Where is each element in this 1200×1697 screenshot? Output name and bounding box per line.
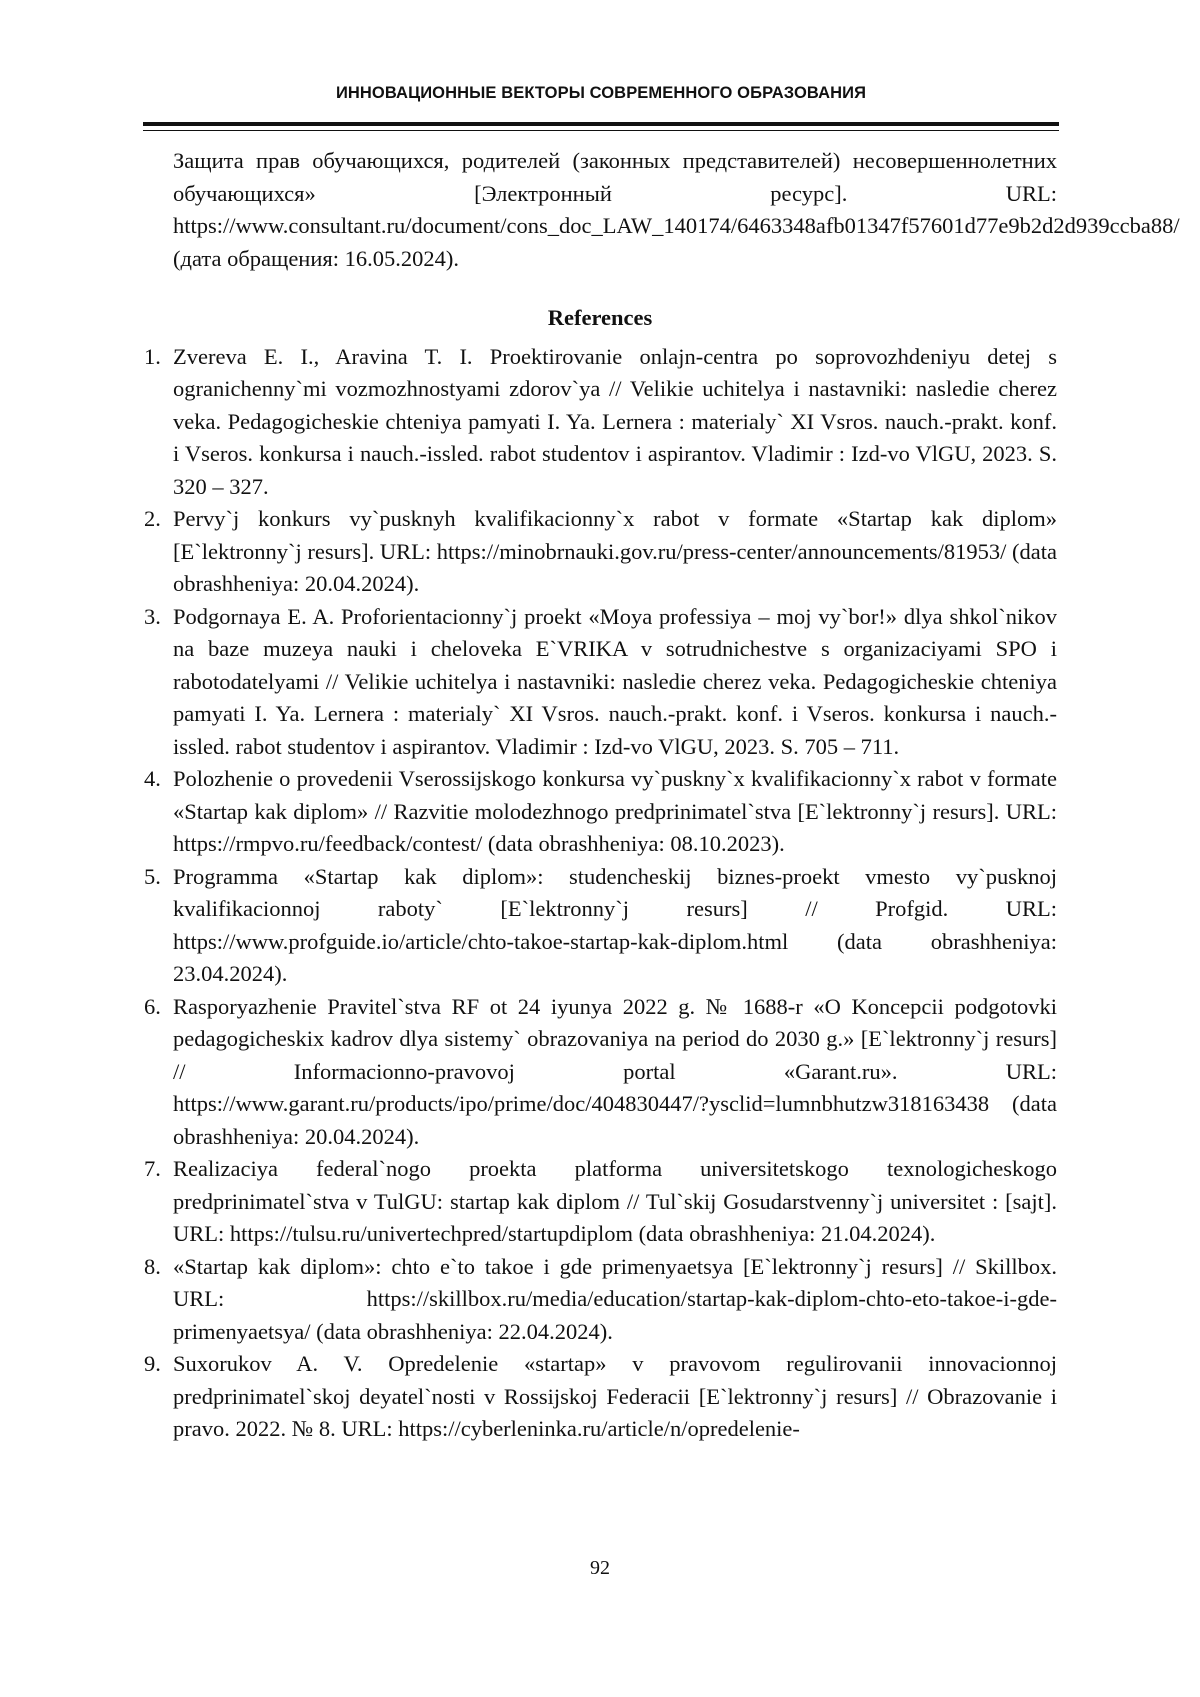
- reference-text: Podgornaya E. A. Proforientacionny`j proekt «Moya professiya – moj vy`bor!» dlya shkol`nikov na baze muzeya nauki i cheloveka E`VRIKA v sotrudnichestve s organizaciyami SPO i rabotodatelyami // Velikie uchitelya i nastavniki: nasledie cherez veka. Pedagogicheskie chteniya pamyati I. Ya. Lernera : materialy` XI Vsros. nauch.-prakt. konf. i Vseros. konkursa i nauch.-issled. rabot studentov i aspirantov. Vladimir : Izd-vo VlGU, 2023. S. 705 – 711.: [173, 604, 1057, 759]
- reference-text: Suxorukov A. V. Opredelenie «startap» v pravovom regulirovanii innovacionnoj predprinimatel`skoj deyatel`nosti v Rossijskoj Federacii [E`lektronny`j resurs] // Obrazovanie i pravo. 2022. № 8. URL: https://cyberleninka.ru/article/n/opredelenie-: [173, 1351, 1057, 1441]
- reference-number: 3.: [144, 601, 161, 634]
- intro-paragraph: Защита прав обучающихся, родителей (законных представителей) несовершеннолетних обучающихся» [Электронный ресурс]. URL: https://www.consultant.ru/document/cons_doc_LAW_140174/6463348afb01347f57601d77e9b2d2d939ccba88/ (дата обращения: 16.05.2024).: [173, 145, 1057, 275]
- reference-text: Pervy`j konkurs vy`pusknyh kvalifikacionny`x rabot v formate «Startap kak diplom» [E`lektronny`j resurs]. URL: https://minobrnauki.gov.ru/press-center/announcements/81953/ (data obrashheniya: 20.04.2024).: [173, 506, 1057, 596]
- reference-item: [173, 763, 1057, 861]
- references-heading: References: [143, 302, 1057, 335]
- reference-number: 1.: [144, 341, 161, 374]
- reference-number: 9.: [144, 1348, 161, 1381]
- header-rule-thin: [143, 130, 1059, 131]
- reference-item: [173, 861, 1057, 991]
- header-rule-thick: [143, 122, 1059, 126]
- references-list: [173, 341, 1057, 1446]
- reference-number: 7.: [144, 1153, 161, 1186]
- reference-text: Realizaciya federal`nogo proekta platforma universitetskogo texnologicheskogo predprinimatel`stva v TulGU: startap kak diplom // Tul`skij Gosudarstvenny`j universitet : [sajt]. URL: https://tulsu.ru/univertechpred/startupdiplom (data obrashheniya: 21.04.2024).: [173, 1156, 1057, 1246]
- reference-item: [173, 601, 1057, 764]
- reference-item: [173, 1153, 1057, 1251]
- reference-item: [173, 991, 1057, 1154]
- page-number: 92: [0, 1557, 1200, 1580]
- reference-text: «Startap kak diplom»: chto e`to takoe i gde primenyaetsya [E`lektronny`j resurs] // Skillbox. URL: https://skillbox.ru/media/education/startap-kak-diplom-chto-eto-takoe-i-gde-primenyaetsya/ (data obrashheniya: 22.04.2024).: [173, 1254, 1057, 1344]
- reference-number: 2.: [144, 503, 161, 536]
- reference-number: 6.: [144, 991, 161, 1024]
- reference-text: Rasporyazhenie Pravitel`stva RF ot 24 iyunya 2022 g. № 1688-r «O Koncepcii podgotovki pedagogicheskix kadrov dlya sistemy` obrazovaniya na period do 2030 g.» [E`lektronny`j resurs] // Informacionno-pravovoj portal «Garant.ru». URL: https://www.garant.ru/products/ipo/prime/doc/404830447/?ysclid=lumnbhutzw318163438 (data obrashheniya: 20.04.2024).: [173, 994, 1057, 1149]
- running-header-title: ИННОВАЦИОННЫЕ ВЕКТОРЫ СОВРЕМЕННОГО ОБРАЗОВАНИЯ: [145, 84, 1057, 103]
- reference-number: 4.: [144, 763, 161, 796]
- reference-text: Zvereva E. I., Aravina T. I. Proektirovanie onlajn-centra po soprovozhdeniyu detej s ogranichenny`mi vozmozhnostyami zdorov`ya // Velikie uchitelya i nastavniki: nasledie cherez veka. Pedagogicheskie chteniya pamyati I. Ya. Lernera : materialy` XI Vsros. nauch.-prakt. konf. i Vseros. konkursa i nauch.-issled. rabot studentov i aspirantov. Vladimir : Izd-vo VlGU, 2023. S. 320 – 327.: [173, 344, 1057, 499]
- reference-item: [173, 1251, 1057, 1349]
- reference-item: [173, 503, 1057, 601]
- reference-text: Programma «Startap kak diplom»: studencheskij biznes-proekt vmesto vy`pusknoj kvalifikacionnoj raboty` [E`lektronny`j resurs] // Profgid. URL: https://www.profguide.io/article/chto-takoe-startap-kak-diplom.html (data obrashheniya: 23.04.2024).: [173, 864, 1057, 987]
- reference-item: [173, 341, 1057, 504]
- reference-number: 5.: [144, 861, 161, 894]
- reference-number: 8.: [144, 1251, 161, 1284]
- reference-text: Polozhenie o provedenii Vserossijskogo konkursa vy`puskny`x kvalifikacionny`x rabot v formate «Startap kak diplom» // Razvitie molodezhnogo predprinimatel`stva [E`lektronny`j resurs]. URL: https://rmpvo.ru/feedback/contest/ (data obrashheniya: 08.10.2023).: [173, 766, 1057, 856]
- reference-item: [173, 1348, 1057, 1446]
- page-body: [173, 145, 1057, 1446]
